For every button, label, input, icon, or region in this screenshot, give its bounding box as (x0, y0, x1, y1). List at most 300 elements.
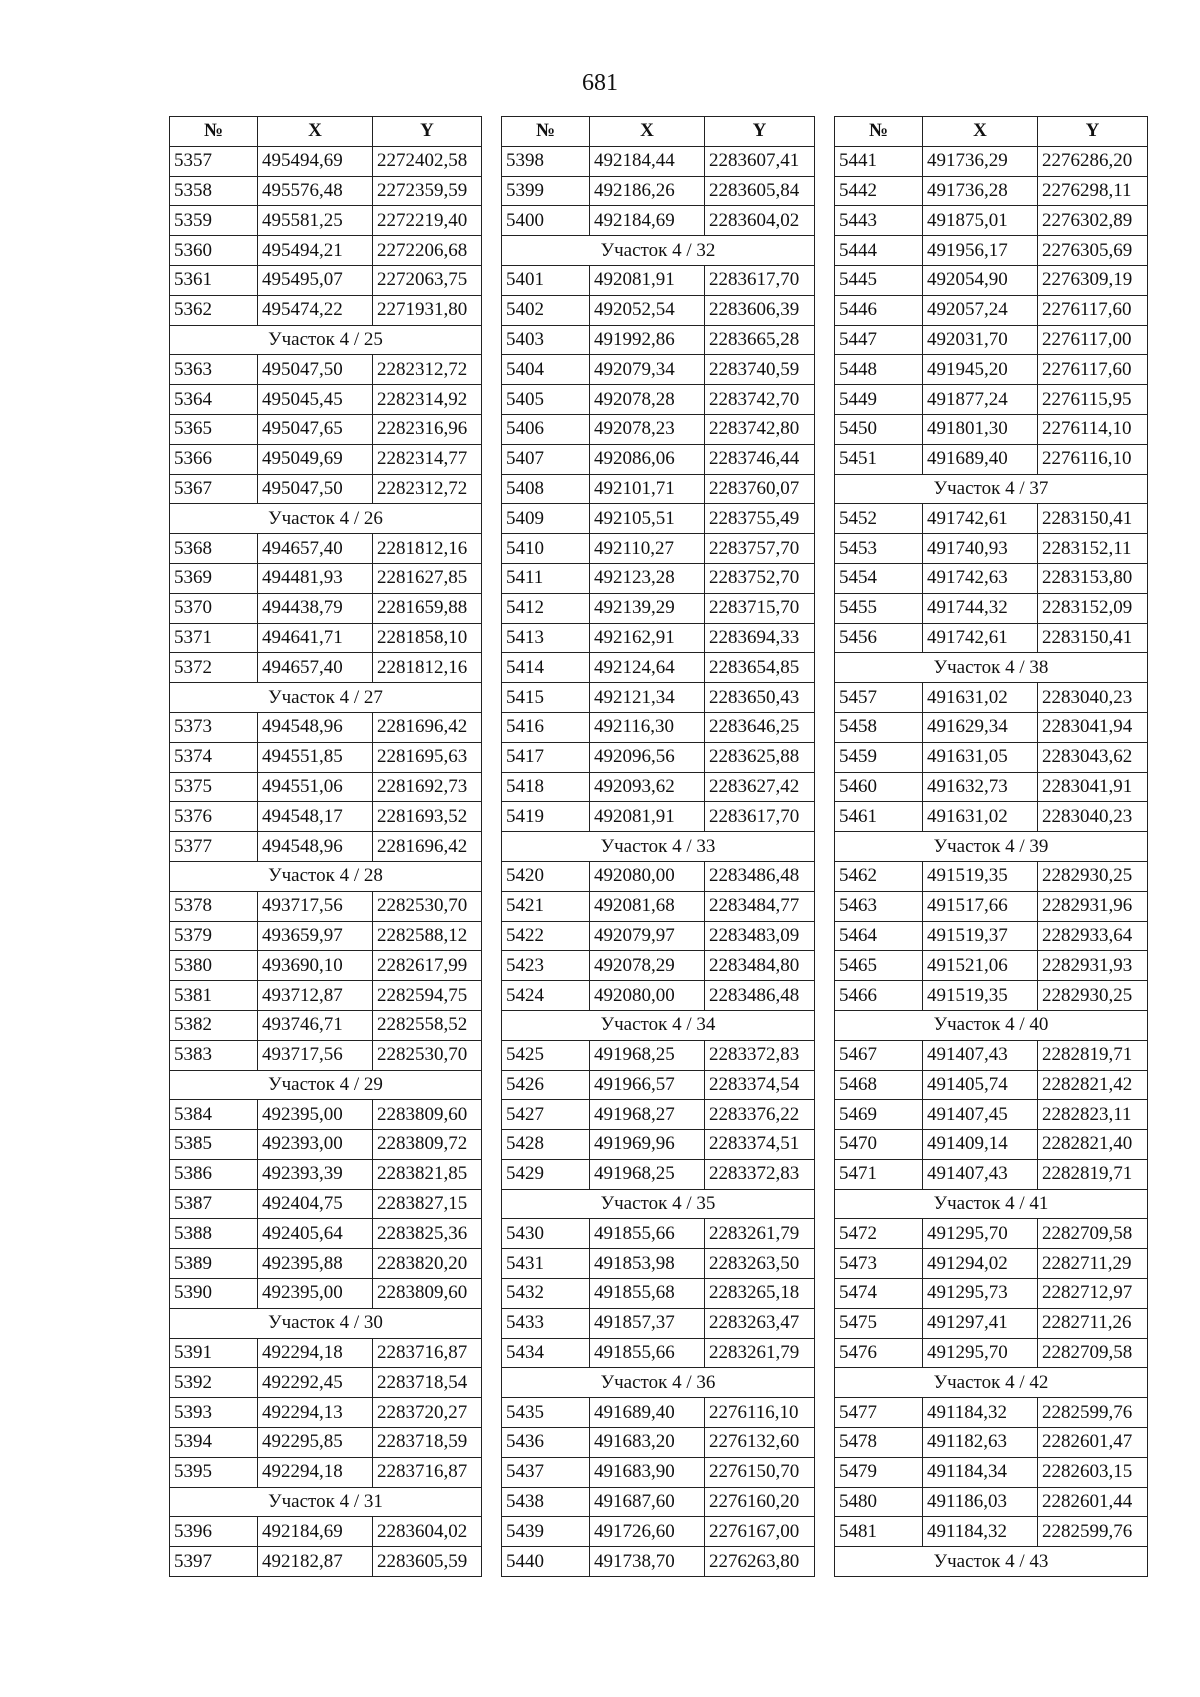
point-number-cell: 5394 (170, 1428, 258, 1458)
table-row (170, 1219, 482, 1249)
point-number-cell: 5443 (835, 206, 923, 236)
y-coordinate-cell: 2281627,85 (373, 563, 482, 593)
y-coordinate-cell: 2276115,95 (1038, 385, 1148, 415)
section-row (835, 653, 1148, 683)
x-coordinate-cell: 491966,57 (590, 1070, 705, 1100)
point-number-cell: 5453 (835, 534, 923, 564)
table-row (502, 1100, 815, 1130)
y-coordinate-cell: 2282819,71 (1038, 1159, 1148, 1189)
y-coordinate-cell: 2282594,75 (373, 981, 482, 1011)
section-title: Участок 4 / 25 (170, 325, 482, 355)
point-number-cell: 5431 (502, 1249, 590, 1279)
table-row (502, 683, 815, 713)
table-row (502, 295, 815, 325)
table-row (170, 1279, 482, 1309)
y-coordinate-cell: 2283760,07 (705, 474, 815, 504)
x-coordinate-cell: 491519,37 (923, 921, 1038, 951)
point-number-cell: 5401 (502, 265, 590, 295)
y-coordinate-cell: 2276302,89 (1038, 206, 1148, 236)
table-row (502, 1159, 815, 1189)
y-coordinate-cell: 2283150,41 (1038, 504, 1148, 534)
table-row (502, 1040, 815, 1070)
y-coordinate-cell: 2283261,79 (705, 1338, 815, 1368)
y-coordinate-cell: 2276305,69 (1038, 236, 1148, 266)
y-coordinate-cell: 2282712,97 (1038, 1279, 1148, 1309)
table-row (835, 1398, 1148, 1428)
table-row (170, 385, 482, 415)
point-number-cell: 5387 (170, 1189, 258, 1219)
x-coordinate-cell: 492079,97 (590, 921, 705, 951)
y-coordinate-cell: 2272359,59 (373, 176, 482, 206)
y-coordinate-cell: 2283263,47 (705, 1308, 815, 1338)
coordinates-table-1 (169, 116, 482, 1577)
table-row (835, 206, 1148, 236)
table-row (170, 712, 482, 742)
table-row (170, 1338, 482, 1368)
point-number-cell: 5390 (170, 1279, 258, 1309)
table-row (502, 593, 815, 623)
y-coordinate-cell: 2282314,92 (373, 385, 482, 415)
table-row (835, 683, 1148, 713)
point-number-cell: 5457 (835, 683, 923, 713)
point-number-cell: 5422 (502, 921, 590, 951)
x-coordinate-cell: 491855,68 (590, 1279, 705, 1309)
coordinates-table-2 (501, 116, 815, 1577)
section-row (170, 1308, 482, 1338)
x-coordinate-cell: 493659,97 (258, 921, 373, 951)
table-row (170, 563, 482, 593)
point-number-cell: 5424 (502, 981, 590, 1011)
point-number-cell: 5417 (502, 742, 590, 772)
point-number-cell: 5362 (170, 295, 258, 325)
table-row (502, 563, 815, 593)
x-coordinate-cell: 491407,45 (923, 1100, 1038, 1130)
x-coordinate-cell: 492086,06 (590, 444, 705, 474)
y-coordinate-cell: 2281692,73 (373, 772, 482, 802)
y-coordinate-cell: 2283604,02 (705, 206, 815, 236)
x-coordinate-cell: 491968,27 (590, 1100, 705, 1130)
y-coordinate-cell: 2283263,50 (705, 1249, 815, 1279)
table-row (502, 1487, 815, 1517)
x-coordinate-cell: 492294,13 (258, 1398, 373, 1428)
point-number-cell: 5472 (835, 1219, 923, 1249)
y-coordinate-cell: 2281659,88 (373, 593, 482, 623)
column-header-y: Y (1038, 117, 1148, 147)
table-row (835, 1070, 1148, 1100)
y-coordinate-cell: 2283606,39 (705, 295, 815, 325)
point-number-cell: 5371 (170, 623, 258, 653)
x-coordinate-cell: 491683,90 (590, 1457, 705, 1487)
point-number-cell: 5442 (835, 176, 923, 206)
table-row (170, 1100, 482, 1130)
x-coordinate-cell: 492096,56 (590, 742, 705, 772)
x-coordinate-cell: 491855,66 (590, 1219, 705, 1249)
y-coordinate-cell: 2283825,36 (373, 1219, 482, 1249)
point-number-cell: 5427 (502, 1100, 590, 1130)
point-number-cell: 5428 (502, 1130, 590, 1160)
y-coordinate-cell: 2283152,11 (1038, 534, 1148, 564)
x-coordinate-cell: 491740,93 (923, 534, 1038, 564)
point-number-cell: 5412 (502, 593, 590, 623)
table-row (170, 176, 482, 206)
table-row (502, 802, 815, 832)
column-header-x: X (923, 117, 1038, 147)
point-number-cell: 5441 (835, 146, 923, 176)
y-coordinate-cell: 2271931,80 (373, 295, 482, 325)
x-coordinate-cell: 491742,61 (923, 504, 1038, 534)
y-coordinate-cell: 2283376,22 (705, 1100, 815, 1130)
point-number-cell: 5476 (835, 1338, 923, 1368)
section-row (835, 1010, 1148, 1040)
table-row (502, 1249, 815, 1279)
x-coordinate-cell: 491945,20 (923, 355, 1038, 385)
x-coordinate-cell: 492404,75 (258, 1189, 373, 1219)
point-number-cell: 5389 (170, 1249, 258, 1279)
x-coordinate-cell: 491968,25 (590, 1159, 705, 1189)
point-number-cell: 5381 (170, 981, 258, 1011)
table-row (502, 1070, 815, 1100)
y-coordinate-cell: 2283604,02 (373, 1517, 482, 1547)
x-coordinate-cell: 493717,56 (258, 1040, 373, 1070)
x-coordinate-cell: 491877,24 (923, 385, 1038, 415)
x-coordinate-cell: 491184,32 (923, 1398, 1038, 1428)
point-number-cell: 5359 (170, 206, 258, 236)
point-number-cell: 5429 (502, 1159, 590, 1189)
y-coordinate-cell: 2282823,11 (1038, 1100, 1148, 1130)
point-number-cell: 5439 (502, 1517, 590, 1547)
point-number-cell: 5455 (835, 593, 923, 623)
y-coordinate-cell: 2282599,76 (1038, 1517, 1148, 1547)
point-number-cell: 5475 (835, 1308, 923, 1338)
x-coordinate-cell: 492124,64 (590, 653, 705, 683)
x-coordinate-cell: 493717,56 (258, 891, 373, 921)
point-number-cell: 5395 (170, 1457, 258, 1487)
y-coordinate-cell: 2281812,16 (373, 653, 482, 683)
table-row (835, 742, 1148, 772)
point-number-cell: 5473 (835, 1249, 923, 1279)
point-number-cell: 5372 (170, 653, 258, 683)
point-number-cell: 5470 (835, 1130, 923, 1160)
y-coordinate-cell: 2281858,10 (373, 623, 482, 653)
y-coordinate-cell: 2276116,10 (705, 1398, 815, 1428)
y-coordinate-cell: 2282821,40 (1038, 1130, 1148, 1160)
x-coordinate-cell: 495495,07 (258, 265, 373, 295)
table-row (170, 1189, 482, 1219)
x-coordinate-cell: 492116,30 (590, 712, 705, 742)
y-coordinate-cell: 2283607,41 (705, 146, 815, 176)
point-number-cell: 5385 (170, 1130, 258, 1160)
y-coordinate-cell: 2283041,91 (1038, 772, 1148, 802)
table-row (170, 534, 482, 564)
section-title: Участок 4 / 31 (170, 1487, 482, 1517)
point-number-cell: 5386 (170, 1159, 258, 1189)
section-title: Участок 4 / 28 (170, 861, 482, 891)
point-number-cell: 5408 (502, 474, 590, 504)
x-coordinate-cell: 491184,32 (923, 1517, 1038, 1547)
y-coordinate-cell: 2283605,84 (705, 176, 815, 206)
point-number-cell: 5374 (170, 742, 258, 772)
x-coordinate-cell: 491742,61 (923, 623, 1038, 653)
table-row (170, 891, 482, 921)
x-coordinate-cell: 492184,69 (590, 206, 705, 236)
x-coordinate-cell: 492184,44 (590, 146, 705, 176)
x-coordinate-cell: 491629,34 (923, 712, 1038, 742)
x-coordinate-cell: 494481,93 (258, 563, 373, 593)
table-row (835, 534, 1148, 564)
point-number-cell: 5467 (835, 1040, 923, 1070)
y-coordinate-cell: 2283374,54 (705, 1070, 815, 1100)
point-number-cell: 5421 (502, 891, 590, 921)
y-coordinate-cell: 2282601,47 (1038, 1428, 1148, 1458)
point-number-cell: 5373 (170, 712, 258, 742)
x-coordinate-cell: 491857,37 (590, 1308, 705, 1338)
table-row (170, 1130, 482, 1160)
section-row (502, 1368, 815, 1398)
y-coordinate-cell: 2283617,70 (705, 265, 815, 295)
section-row (502, 236, 815, 266)
table-row (835, 951, 1148, 981)
table-row (170, 1159, 482, 1189)
x-coordinate-cell: 492031,70 (923, 325, 1038, 355)
table-row (170, 1428, 482, 1458)
point-number-cell: 5420 (502, 861, 590, 891)
x-coordinate-cell: 493746,71 (258, 1010, 373, 1040)
y-coordinate-cell: 2283740,59 (705, 355, 815, 385)
y-coordinate-cell: 2282314,77 (373, 444, 482, 474)
x-coordinate-cell: 494548,96 (258, 712, 373, 742)
table-row (502, 712, 815, 742)
y-coordinate-cell: 2283650,43 (705, 683, 815, 713)
x-coordinate-cell: 492121,34 (590, 683, 705, 713)
point-number-cell: 5384 (170, 1100, 258, 1130)
section-title: Участок 4 / 33 (502, 832, 815, 862)
x-coordinate-cell: 491519,35 (923, 861, 1038, 891)
table-row (170, 1249, 482, 1279)
y-coordinate-cell: 2276114,10 (1038, 414, 1148, 444)
section-row (835, 1189, 1148, 1219)
table-row (502, 1219, 815, 1249)
table-row (170, 1547, 482, 1577)
point-number-cell: 5450 (835, 414, 923, 444)
table-row (170, 265, 482, 295)
y-coordinate-cell: 2282930,25 (1038, 981, 1148, 1011)
x-coordinate-cell: 491683,20 (590, 1428, 705, 1458)
y-coordinate-cell: 2282530,70 (373, 891, 482, 921)
y-coordinate-cell: 2282316,96 (373, 414, 482, 444)
table-row (835, 295, 1148, 325)
point-number-cell: 5451 (835, 444, 923, 474)
y-coordinate-cell: 2283374,51 (705, 1130, 815, 1160)
table-row (502, 146, 815, 176)
x-coordinate-cell: 492080,00 (590, 861, 705, 891)
table-row (502, 414, 815, 444)
x-coordinate-cell: 491631,05 (923, 742, 1038, 772)
table-row (835, 1517, 1148, 1547)
table-row (502, 1457, 815, 1487)
x-coordinate-cell: 492294,18 (258, 1457, 373, 1487)
x-coordinate-cell: 492395,00 (258, 1279, 373, 1309)
section-row (170, 1070, 482, 1100)
y-coordinate-cell: 2276116,10 (1038, 444, 1148, 474)
point-number-cell: 5392 (170, 1368, 258, 1398)
x-coordinate-cell: 492054,90 (923, 265, 1038, 295)
point-number-cell: 5477 (835, 1398, 923, 1428)
point-number-cell: 5396 (170, 1517, 258, 1547)
section-title: Участок 4 / 27 (170, 683, 482, 713)
table-row (835, 1040, 1148, 1070)
point-number-cell: 5423 (502, 951, 590, 981)
y-coordinate-cell: 2283150,41 (1038, 623, 1148, 653)
y-coordinate-cell: 2283043,62 (1038, 742, 1148, 772)
table-row (835, 1428, 1148, 1458)
point-number-cell: 5444 (835, 236, 923, 266)
point-number-cell: 5358 (170, 176, 258, 206)
table-row (835, 921, 1148, 951)
y-coordinate-cell: 2282588,12 (373, 921, 482, 951)
point-number-cell: 5397 (170, 1547, 258, 1577)
point-number-cell: 5416 (502, 712, 590, 742)
table-row (835, 772, 1148, 802)
table-row (502, 534, 815, 564)
table-row (502, 772, 815, 802)
section-row (170, 504, 482, 534)
x-coordinate-cell: 491801,30 (923, 414, 1038, 444)
table-row (170, 1040, 482, 1070)
table-row (502, 653, 815, 683)
point-number-cell: 5462 (835, 861, 923, 891)
table-row (835, 1100, 1148, 1130)
table-row (170, 653, 482, 683)
coordinates-table-3 (834, 116, 1148, 1577)
x-coordinate-cell: 495581,25 (258, 206, 373, 236)
y-coordinate-cell: 2282312,72 (373, 355, 482, 385)
table-header-row (835, 117, 1148, 147)
y-coordinate-cell: 2283484,77 (705, 891, 815, 921)
y-coordinate-cell: 2283041,94 (1038, 712, 1148, 742)
table-row (502, 1517, 815, 1547)
x-coordinate-cell: 492079,34 (590, 355, 705, 385)
point-number-cell: 5425 (502, 1040, 590, 1070)
x-coordinate-cell: 492078,29 (590, 951, 705, 981)
point-number-cell: 5402 (502, 295, 590, 325)
x-coordinate-cell: 494641,71 (258, 623, 373, 653)
table-row (502, 474, 815, 504)
table-row (502, 1338, 815, 1368)
table-row (835, 504, 1148, 534)
x-coordinate-cell: 491736,29 (923, 146, 1038, 176)
y-coordinate-cell: 2283742,80 (705, 414, 815, 444)
x-coordinate-cell: 492081,91 (590, 802, 705, 832)
y-coordinate-cell: 2283483,09 (705, 921, 815, 951)
page-number: 681 (582, 70, 618, 96)
point-number-cell: 5445 (835, 265, 923, 295)
point-number-cell: 5403 (502, 325, 590, 355)
point-number-cell: 5480 (835, 1487, 923, 1517)
table-row (835, 444, 1148, 474)
x-coordinate-cell: 491295,70 (923, 1338, 1038, 1368)
y-coordinate-cell: 2283720,27 (373, 1398, 482, 1428)
table-row (170, 921, 482, 951)
x-coordinate-cell: 492405,64 (258, 1219, 373, 1249)
point-number-cell: 5471 (835, 1159, 923, 1189)
y-coordinate-cell: 2283486,48 (705, 981, 815, 1011)
y-coordinate-cell: 2283484,80 (705, 951, 815, 981)
point-number-cell: 5433 (502, 1308, 590, 1338)
point-number-cell: 5469 (835, 1100, 923, 1130)
table-row (170, 236, 482, 266)
x-coordinate-cell: 491689,40 (590, 1398, 705, 1428)
point-number-cell: 5377 (170, 832, 258, 862)
y-coordinate-cell: 2283809,72 (373, 1130, 482, 1160)
y-coordinate-cell: 2283372,83 (705, 1040, 815, 1070)
x-coordinate-cell: 491736,28 (923, 176, 1038, 206)
y-coordinate-cell: 2283261,79 (705, 1219, 815, 1249)
section-title: Участок 4 / 35 (502, 1189, 815, 1219)
y-coordinate-cell: 2282709,58 (1038, 1338, 1148, 1368)
x-coordinate-cell: 495474,22 (258, 295, 373, 325)
point-number-cell: 5376 (170, 802, 258, 832)
table-row (835, 176, 1148, 206)
point-number-cell: 5436 (502, 1428, 590, 1458)
table-row (502, 444, 815, 474)
section-title: Участок 4 / 32 (502, 236, 815, 266)
point-number-cell: 5458 (835, 712, 923, 742)
point-number-cell: 5440 (502, 1547, 590, 1577)
table-row (835, 1308, 1148, 1338)
x-coordinate-cell: 492052,54 (590, 295, 705, 325)
point-number-cell: 5404 (502, 355, 590, 385)
y-coordinate-cell: 2276132,60 (705, 1428, 815, 1458)
section-title: Участок 4 / 41 (835, 1189, 1148, 1219)
y-coordinate-cell: 2283821,85 (373, 1159, 482, 1189)
x-coordinate-cell: 491182,63 (923, 1428, 1038, 1458)
y-coordinate-cell: 2283755,49 (705, 504, 815, 534)
point-number-cell: 5459 (835, 742, 923, 772)
section-row (502, 1010, 815, 1040)
y-coordinate-cell: 2283486,48 (705, 861, 815, 891)
point-number-cell: 5481 (835, 1517, 923, 1547)
table-row (835, 1130, 1148, 1160)
point-number-cell: 5410 (502, 534, 590, 564)
table-row (502, 861, 815, 891)
x-coordinate-cell: 491855,66 (590, 1338, 705, 1368)
point-number-cell: 5435 (502, 1398, 590, 1428)
y-coordinate-cell: 2282930,25 (1038, 861, 1148, 891)
y-coordinate-cell: 2283694,33 (705, 623, 815, 653)
point-number-cell: 5430 (502, 1219, 590, 1249)
y-coordinate-cell: 2283040,23 (1038, 683, 1148, 713)
point-number-cell: 5419 (502, 802, 590, 832)
section-row (502, 1189, 815, 1219)
point-number-cell: 5438 (502, 1487, 590, 1517)
x-coordinate-cell: 492110,27 (590, 534, 705, 564)
x-coordinate-cell: 491407,43 (923, 1040, 1038, 1070)
point-number-cell: 5363 (170, 355, 258, 385)
table-row (835, 1279, 1148, 1309)
point-number-cell: 5369 (170, 563, 258, 593)
y-coordinate-cell: 2272206,68 (373, 236, 482, 266)
x-coordinate-cell: 492078,28 (590, 385, 705, 415)
x-coordinate-cell: 491297,41 (923, 1308, 1038, 1338)
point-number-cell: 5415 (502, 683, 590, 713)
point-number-cell: 5379 (170, 921, 258, 951)
y-coordinate-cell: 2283752,70 (705, 563, 815, 593)
point-number-cell: 5466 (835, 981, 923, 1011)
x-coordinate-cell: 491186,03 (923, 1487, 1038, 1517)
table-row (170, 414, 482, 444)
section-title: Участок 4 / 39 (835, 832, 1148, 862)
section-row (170, 325, 482, 355)
